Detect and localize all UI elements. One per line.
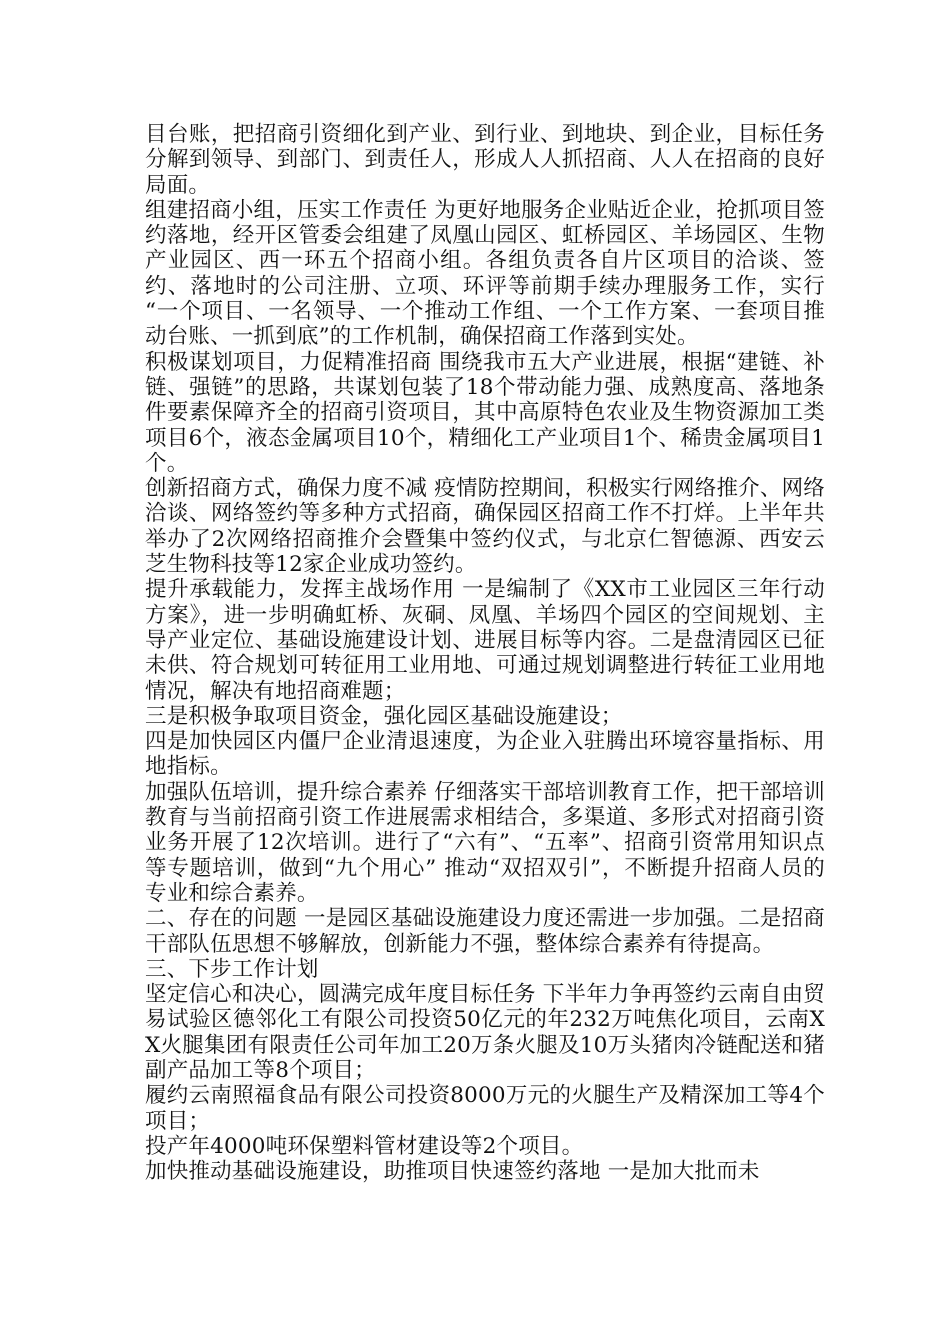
paragraph: 三是积极争取项目资金，强化园区基础设施建设； <box>145 703 623 729</box>
paragraph: 目台账，把招商引资细化到产业、到行业、到地块、到企业，目标任务分解到领导、到部门、到责任人，形成人人抓招商、人人在招商的良好局面。 <box>145 122 825 198</box>
paragraph: 二、存在的问题 一是园区基础设施建设力度还需进一步加强。二是招商干部队伍思想不够解放，创新能力不强，整体综合素养有待提高。 <box>145 906 825 957</box>
document-body <box>145 122 825 1184</box>
section-heading: 三、下步工作计划 <box>145 956 319 982</box>
paragraph: 加快推动基础设施建设，助推项目快速签约落地 一是加大批而未 <box>145 1159 760 1185</box>
paragraph: 组建招商小组，压实工作责任 为更好地服务企业贴近企业，抢抓项目签约落地，经开区管委会组建了凤凰山园区、虹桥园区、羊场园区、生物产业园区、西一环五个招商小组。各组负责各自片区项目的洽谈、签约、落地时的公司注册、立项、环评等前期手续办理服务工作，实行 “一个项目、一名领导、一个推动工作组、一个工作方案、一套项目推动台账、一抓到底”的工作机制，确保招商工作落到实处。 <box>145 197 825 350</box>
paragraph: 投产年4000吨环保塑料管材建设等2个项目。 <box>145 1133 584 1159</box>
paragraph: 履约云南照福食品有限公司投资8000万元的火腿生产及精深加工等4个项目； <box>145 1083 825 1134</box>
paragraph: 四是加快园区内僵尸企业清退速度，为企业入驻腾出环境容量指标、用地指标。 <box>145 729 825 780</box>
paragraph: 坚定信心和决心，圆满完成年度目标任务 下半年力争再签约云南自由贸易试验区德邻化工有限公司投资50亿元的年232万吨焦化项目，云南XX火腿集团有限责任公司年加工20万条火腿及10万头猪肉冷链配送和猪副产品加工等8个项目； <box>145 982 825 1083</box>
paragraph: 加强队伍培训，提升综合素养 仔细落实干部培训教育工作，把干部培训教育与当前招商引资工作进展需求相结合，多渠道、多形式对招商引资业务开展了12次培训。进行了“六有”、“五率”、招商引资常用知识点等专题培训，做到“九个用心” 推动“双招双引”，不断提升招商人员的专业和综合素养。 <box>145 779 825 906</box>
paragraph: 提升承载能力，发挥主战场作用 一是编制了《XX市工业园区三年行动方案》，进一步明确虹桥、灰硐、凤凰、羊场四个园区的空间规划、主导产业定位、基础设施建设计划、进展目标等内容。二是盘清园区已征未供、符合规划可转征用工业用地、可通过规划调整进行转征工业用地情况，解决有地招商难题； <box>145 577 825 704</box>
paragraph: 积极谋划项目，力促精准招商 围绕我市五大产业进展，根据“建链、补链、强链”的思路，共谋划包装了18个带动能力强、成熟度高、落地条件要素保障齐全的招商引资项目，其中高原特色农业及生物资源加工类项目6个，液态金属项目10个，精细化工产业项目1个、稀贵金属项目1个。 <box>145 349 825 476</box>
paragraph: 创新招商方式，确保力度不减 疫情防控期间，积极实行网络推介、网络洽谈、网络签约等多种方式招商，确保园区招商工作不打烊。上半年共举办了2次网络招商推介会暨集中签约仪式，与北京仁智德源、西安云芝生物科技等12家企业成功签约。 <box>145 476 825 578</box>
